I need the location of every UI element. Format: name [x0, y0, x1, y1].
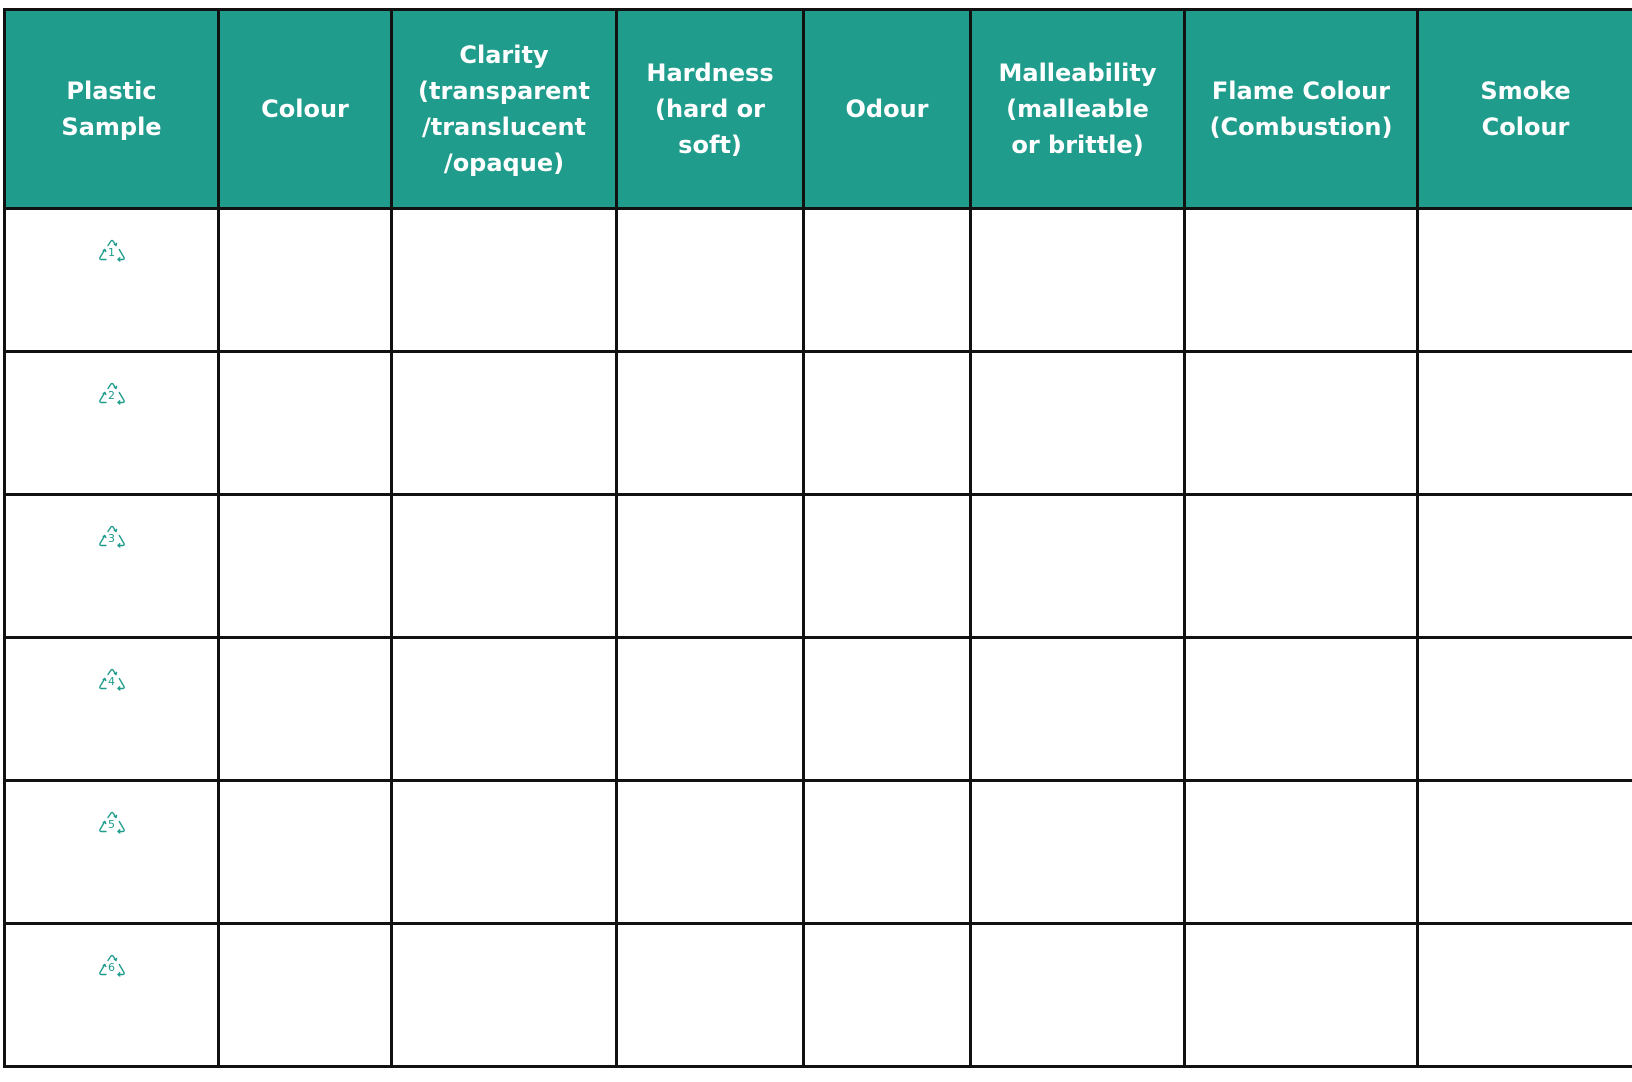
flame-colour-cell[interactable] — [1185, 495, 1418, 638]
clarity-cell[interactable] — [392, 495, 617, 638]
malleability-cell[interactable] — [971, 924, 1185, 1067]
plastic-sample-cell — [5, 638, 219, 781]
odour-cell[interactable] — [804, 209, 971, 352]
colour-cell[interactable] — [219, 495, 392, 638]
smoke-colour-cell[interactable] — [1418, 209, 1632, 352]
odour-cell[interactable] — [804, 781, 971, 924]
odour-cell[interactable] — [804, 638, 971, 781]
header-colour: Colour — [219, 10, 392, 209]
table-row — [5, 924, 1632, 1067]
colour-cell[interactable] — [219, 209, 392, 352]
smoke-colour-cell[interactable] — [1418, 924, 1632, 1067]
hardness-cell[interactable] — [617, 209, 804, 352]
resin-code-number: 3 — [108, 532, 115, 545]
smoke-colour-cell[interactable] — [1418, 638, 1632, 781]
malleability-cell[interactable] — [971, 638, 1185, 781]
table-row — [5, 352, 1632, 495]
odour-cell[interactable] — [804, 352, 971, 495]
header-odour: Odour — [804, 10, 971, 209]
colour-cell[interactable] — [219, 924, 392, 1067]
odour-cell[interactable] — [804, 924, 971, 1067]
recycling-resin-code-icon — [97, 524, 127, 554]
table-row — [5, 495, 1632, 638]
flame-colour-cell[interactable] — [1185, 781, 1418, 924]
hardness-cell[interactable] — [617, 638, 804, 781]
plastic-sample-cell — [5, 209, 219, 352]
resin-code-number: 2 — [108, 389, 115, 402]
header-hardness: Hardness (hard or soft) — [617, 10, 804, 209]
table-row — [5, 638, 1632, 781]
header-flame-colour: Flame Colour (Combustion) — [1185, 10, 1418, 209]
clarity-cell[interactable] — [392, 638, 617, 781]
clarity-cell[interactable] — [392, 209, 617, 352]
header-smoke-colour: Smoke Colour — [1418, 10, 1632, 209]
odour-cell[interactable] — [804, 495, 971, 638]
plastic-sample-cell — [5, 924, 219, 1067]
flame-colour-cell[interactable] — [1185, 352, 1418, 495]
smoke-colour-cell[interactable] — [1418, 781, 1632, 924]
resin-code-number: 5 — [108, 818, 115, 831]
malleability-cell[interactable] — [971, 209, 1185, 352]
resin-code-number: 4 — [108, 675, 115, 688]
recycling-resin-code-icon — [97, 667, 127, 697]
clarity-cell[interactable] — [392, 352, 617, 495]
header-malleability: Malleability (malleable or brittle) — [971, 10, 1185, 209]
clarity-cell[interactable] — [392, 924, 617, 1067]
flame-colour-cell[interactable] — [1185, 209, 1418, 352]
recycling-resin-code-icon — [97, 810, 127, 840]
recycling-resin-code-icon — [97, 953, 127, 983]
malleability-cell[interactable] — [971, 781, 1185, 924]
smoke-colour-cell[interactable] — [1418, 352, 1632, 495]
header-plastic-sample: Plastic Sample — [5, 10, 219, 209]
hardness-cell[interactable] — [617, 352, 804, 495]
clarity-cell[interactable] — [392, 781, 617, 924]
plastic-sample-cell — [5, 352, 219, 495]
resin-code-number: 1 — [108, 246, 115, 259]
malleability-cell[interactable] — [971, 352, 1185, 495]
hardness-cell[interactable] — [617, 924, 804, 1067]
plastic-sample-cell — [5, 781, 219, 924]
malleability-cell[interactable] — [971, 495, 1185, 638]
colour-cell[interactable] — [219, 781, 392, 924]
colour-cell[interactable] — [219, 352, 392, 495]
hardness-cell[interactable] — [617, 781, 804, 924]
hardness-cell[interactable] — [617, 495, 804, 638]
table-row — [5, 209, 1632, 352]
recycling-resin-code-icon — [97, 238, 127, 268]
plastic-identification-table — [3, 8, 1632, 1068]
colour-cell[interactable] — [219, 638, 392, 781]
table-body — [5, 209, 1632, 1067]
smoke-colour-cell[interactable] — [1418, 495, 1632, 638]
plastic-sample-cell — [5, 495, 219, 638]
header-row — [5, 10, 1632, 209]
flame-colour-cell[interactable] — [1185, 924, 1418, 1067]
table-row — [5, 781, 1632, 924]
flame-colour-cell[interactable] — [1185, 638, 1418, 781]
recycling-resin-code-icon — [97, 381, 127, 411]
resin-code-number: 6 — [108, 961, 115, 974]
header-clarity: Clarity (transparent /translucent /opaque) — [392, 10, 617, 209]
